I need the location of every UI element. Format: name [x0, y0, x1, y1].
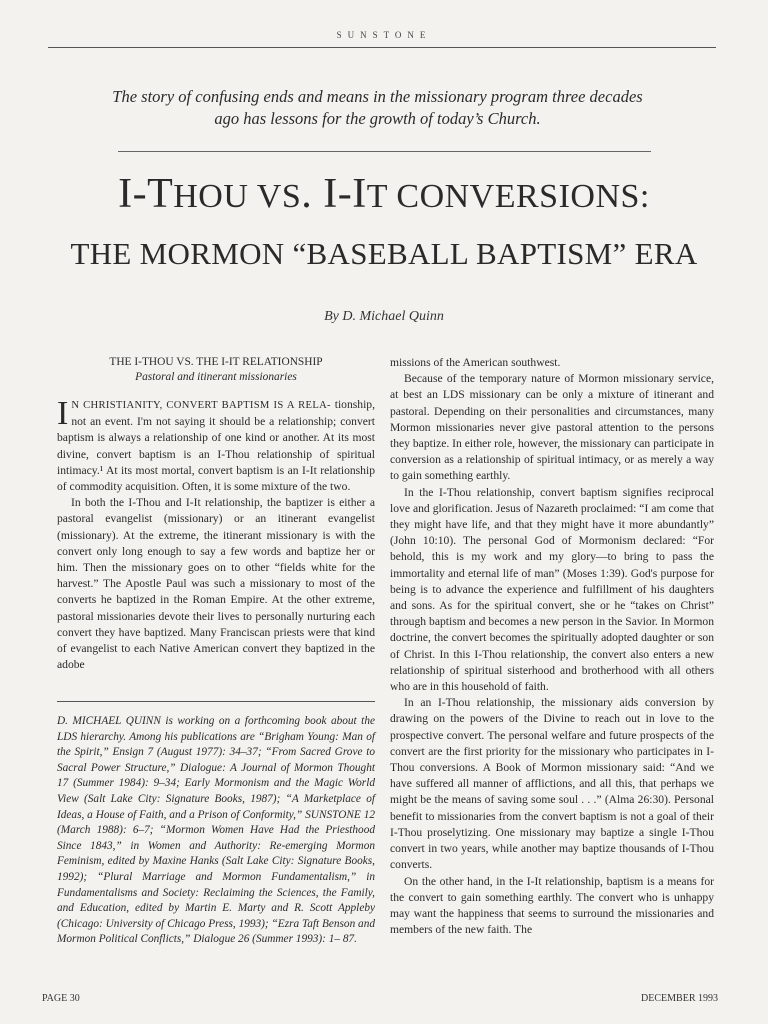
paragraph: missions of the American southwest. [390, 356, 561, 369]
section-heading: THE I-THOU VS. THE I-IT RELATIONSHIP [109, 356, 323, 368]
page-number: PAGE 30 [42, 993, 80, 1004]
title-part-1: I-T [118, 171, 174, 217]
paragraph: On the other hand, in the I-It relationship, baptism is a means for the convert to gain something earthly. The convert who is unhappy may want the happiness that seems to surround the missionaries and members of the new faith. The [390, 874, 714, 937]
title-part-2: HOU VS [173, 178, 302, 215]
bio-text: D. MICHAEL QUINN is working on a forthcoming book about the LDS hierarchy. Among his publications are “Brigham Young: Man of the Spirit,” Ensign 7 (August 1977): 34–37; “From Sacred Grove to Sacral Power Structure,” Dialogue: A Journal of Mormon Thought 17 (Summer 1984): 9–34; Early Mormonism and the Magic World View (Salt Lake City: Signature Books, 1987); “A Marketplace of Ideas, a House of Faith, and a Prison of Conformity,” SUNSTONE 12 (March 1988): 6–7; “Mormon Women Have Had the Priesthood Since 1843,” in Women and Authority: Re-emerging Mormon Feminism, edited by Maxine Hanks (Salt Lake City: Signature Books, 1992); “Plural Marriage and Mormon Fundamentalism,” in Fundamentalisms and Society: Reclaiming the Sciences, the Family, and Education, edited by Martin E. Marty and R. Scott Appleby (Chicago: University of Chicago Press, 1993); “Ezra Taft Benson and Mormon Political Conflicts,” Dialogue 26 (Summer 1993): 1– 87. [57, 715, 375, 946]
title-part-4: T CONVERSIONS: [366, 178, 650, 215]
lead-paragraph [57, 397, 375, 495]
dek-rule [118, 151, 651, 152]
paragraph: In an I-Thou relationship, the missionary aids conversion by drawing on the powers of the Divine to reach out in love to the prospective convert. The personal welfare and future prospects of the convert are the first priority for the missionary who participates in I-Thou conversions. A Book of Mormon missionary said: “And we have suffered all manner of afflictions, and all this, that perhaps we might be the means of saving some soul . . .” (Alma 26:30). Personal benefit to missionaries from the convert baptism is not a goal of their I-Thou proselytizing. One missionary may baptize a single I-Thou convert in two years, while another may baptize thousands of I-Thou converts. [390, 696, 714, 872]
title-part-3: . I-I [301, 171, 367, 217]
left-column [57, 355, 375, 673]
magazine-header: SUNSTONE [336, 30, 432, 40]
paragraph: In both the I-Thou and I-It relationship, the baptizer is either a pastoral evangelist (missionary) or an itinerant evangelist (missionary). At the extreme, the itinerant missionary is with the convert only long enough to say a few words and baptize her or him. Then the missionary goes on to other “fields white for the harvest.” The Apostle Paul was such a missionary to most of the converts he baptized in the Roman Empire. At the other extreme, pastoral missionaries devote their lives to personally nurturing each convert they have baptized. Many Franciscan priests were that kind of evangelist to each Native American convert they baptized in the adobe [57, 496, 375, 672]
paragraph: Because of the temporary nature of Mormon missionary service, at best an LDS missionary can be only a mixture of itinerant and pastoral. Depending on their personalities and circumstances, many Mormon missionaries never give pastoral attention to the persons they baptize. In either role, however, the missionary can participate in conversion as a relationship of spiritual intimacy, or as merely a way to gain something earthly. [390, 372, 714, 483]
header-rule [48, 47, 716, 48]
author-bio [57, 714, 375, 948]
lead-text: tionship, not an event. I'm not saying it should be a relationship; convert baptism is always a relationship of one kind or another. At its most divine, convert baptism is an I-Thou relationship of spiritual intimacy.¹ At its most mortal, convert baptism is an I-It relationship of commodity acquisition. Often, it is some mixture of the two. [57, 398, 375, 494]
right-column [390, 355, 714, 938]
article-dek: The story of confusing ends and means in the missionary program three decades ago has lessons for the growth of today’s Church. [112, 87, 643, 128]
issue-date: DECEMBER 1993 [641, 993, 718, 1004]
bio-rule [57, 701, 375, 702]
article-title [0, 168, 768, 223]
paragraph: In the I-Thou relationship, convert baptism signifies reciprocal love and glorification. Jesus of Nazareth proclaimed: “I am come that they might have life, and that they might have it more abundantly” (John 10:10). The personal God of Mormonism declared: “For behold, this is my work and my glory—to bring to pass the immortality and eternal life of man” (Moses 1:39). God's purpose for being is to advance the experience and fulfillment of his daughters and sons. As for the spiritual convert, she or he “takes on Christ” through baptism and becomes a new person in the Savior. In Mormon doctrine, the convert becomes the spiritually adopted daughter or son of Christ. In this I-Thou relationship, the convert also enters a new relationship of spiritual sisterhood and brotherhood with all others who are in this household of faith. [390, 485, 714, 694]
article-subtitle: THE MORMON “BASEBALL BAPTISM” ERA [70, 236, 698, 271]
byline: By D. Michael Quinn [324, 309, 444, 324]
lead-caps: N CHRISTIANITY, CONVERT BAPTISM IS A RELA- [71, 400, 331, 411]
section-subheading: Pastoral and itinerant missionaries [135, 371, 297, 383]
drop-cap: I [57, 395, 69, 432]
